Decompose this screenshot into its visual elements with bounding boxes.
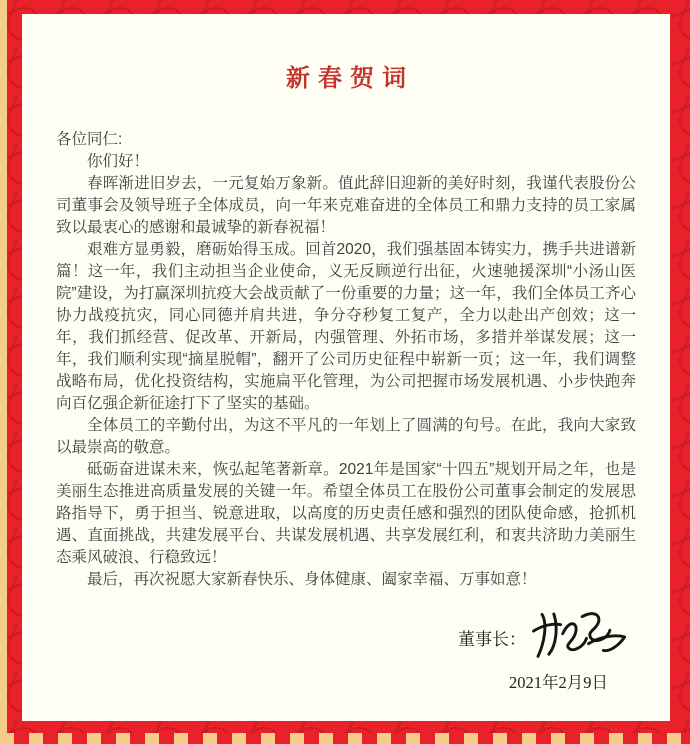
left-gold-border (0, 0, 7, 733)
paragraph: 砥砺奋进谋未来，恢弘起笔著新章。2021年是国家“十四五”规划开局之年，也是美丽生态推进高质量发展的关键一年。希望全体员工在股份公司董事会制定的发展思路指导下，勇于担当、锐意进取，以高度的历史责任感和强烈的团队使命感，抢抓机遇、直面挑战，共建发展平台、共谋发展机遇、共享发展红利，和衷共济助力美丽生态乘风破浪、行稳致远！ (56, 461, 636, 566)
paragraph: 各位同仁: (56, 131, 123, 148)
page-title: 新春贺词 (286, 66, 414, 92)
letter-body (56, 129, 636, 591)
paragraph: 艰难方显勇毅，磨砺始得玉成。回首2020，我们强基固本铸实力，携手共进谱新篇！这一年，我们主动担当企业使命，义无反顾逆行出征，火速驰援深圳“小汤山医院”建设，为打赢深圳抗疫大会战贡献了一份重要的力量；这一年，我们全体员工齐心协力战疫抗灾，同心同德并肩共进，争分夺秒复工复产，全力以赴出产创效；这一年，我们抓经营、促改革、开新局，内强管理、外拓市场，多措并举谋发展；这一年，我们顺利实现“摘星脱帽”，翻开了公司历史征程中崭新一页；这一年，我们调整战略布局，优化投资结构，实施扁平化管理，为公司把握市场发展机遇、小步快跑奔向百亿强企新征途打下了坚实的基础。 (56, 241, 636, 412)
chairman-label: 董事长： (458, 629, 526, 649)
letter-paper (22, 14, 670, 721)
chairman-signature (529, 605, 631, 662)
signature-block (56, 607, 636, 693)
paragraph: 你们好！ (87, 153, 150, 170)
letter-date: 2021年2月9日 (509, 673, 608, 692)
bottom-dashed-border (0, 733, 690, 744)
paragraph: 最后，再次祝愿大家新春快乐、身体健康、阖家幸福、万事如意！ (87, 571, 537, 588)
paragraph: 全体员工的辛勤付出，为这不平凡的一年划上了圆满的句号。在此，我向大家致以最崇高的敬意。 (56, 417, 636, 456)
paragraph: 春晖渐进旧岁去，一元复始万象新。值此辞旧迎新的美好时刻，我谨代表股份公司董事会及领导班子全体成员，向一年来克难奋进的全体员工和鼎力支持的员工家属致以最衷心的感谢和最诚挚的新春祝福！ (56, 175, 636, 236)
